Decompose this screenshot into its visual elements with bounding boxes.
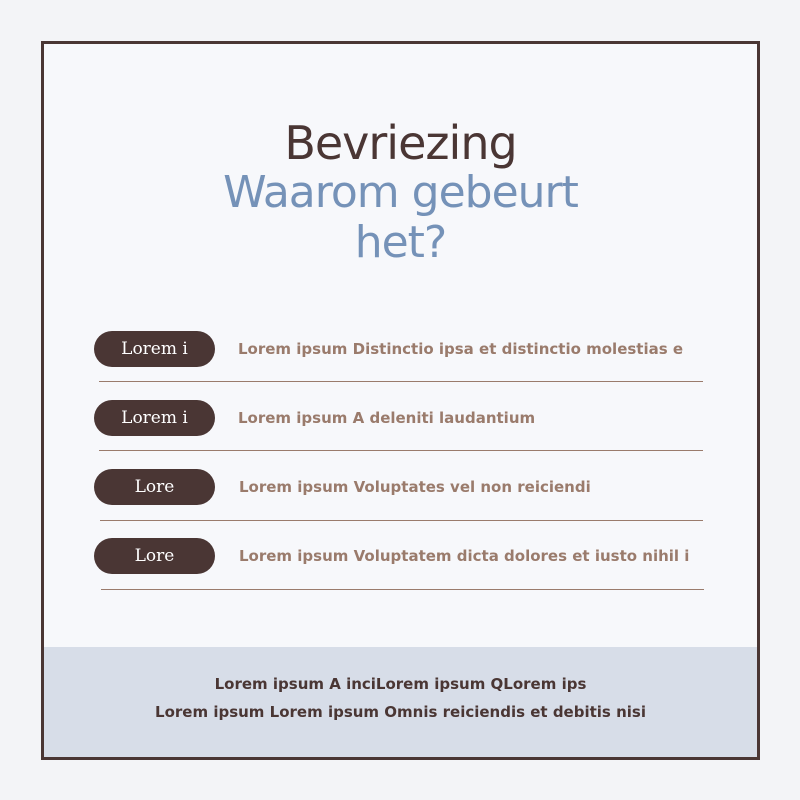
list-item [94, 331, 714, 369]
list-item [94, 538, 714, 576]
item-tag: Lorem i [94, 400, 215, 436]
list-item [94, 469, 714, 507]
footer-text-line-2: Lorem ipsum Lorem ipsum Omnis reiciendis et debitis nisi [155, 703, 646, 721]
footer-band [44, 647, 757, 757]
title-secondary: Waarom gebeurt het? [223, 167, 578, 268]
divider [99, 381, 703, 382]
footer-text-line-1: Lorem ipsum A inciLorem ipsum QLorem ips [214, 675, 587, 693]
divider [100, 520, 703, 521]
slide-card [41, 41, 760, 760]
item-text: Lorem ipsum Voluptates vel non reiciendi [239, 478, 591, 496]
list-item [94, 400, 714, 438]
item-tag: Lorem i [94, 331, 215, 367]
divider [101, 589, 704, 590]
item-list [44, 44, 757, 644]
divider [99, 450, 703, 451]
title-primary: Bevriezing [284, 116, 517, 170]
item-text: Lorem ipsum A deleniti laudantium [238, 409, 536, 427]
item-tag: Lore [94, 469, 215, 505]
item-text: Lorem ipsum Voluptatem dicta dolores et iusto nihil i [239, 547, 690, 565]
item-text: Lorem ipsum Distinctio ipsa et distinctio molestias e [238, 340, 684, 358]
item-tag: Lore [94, 538, 215, 574]
